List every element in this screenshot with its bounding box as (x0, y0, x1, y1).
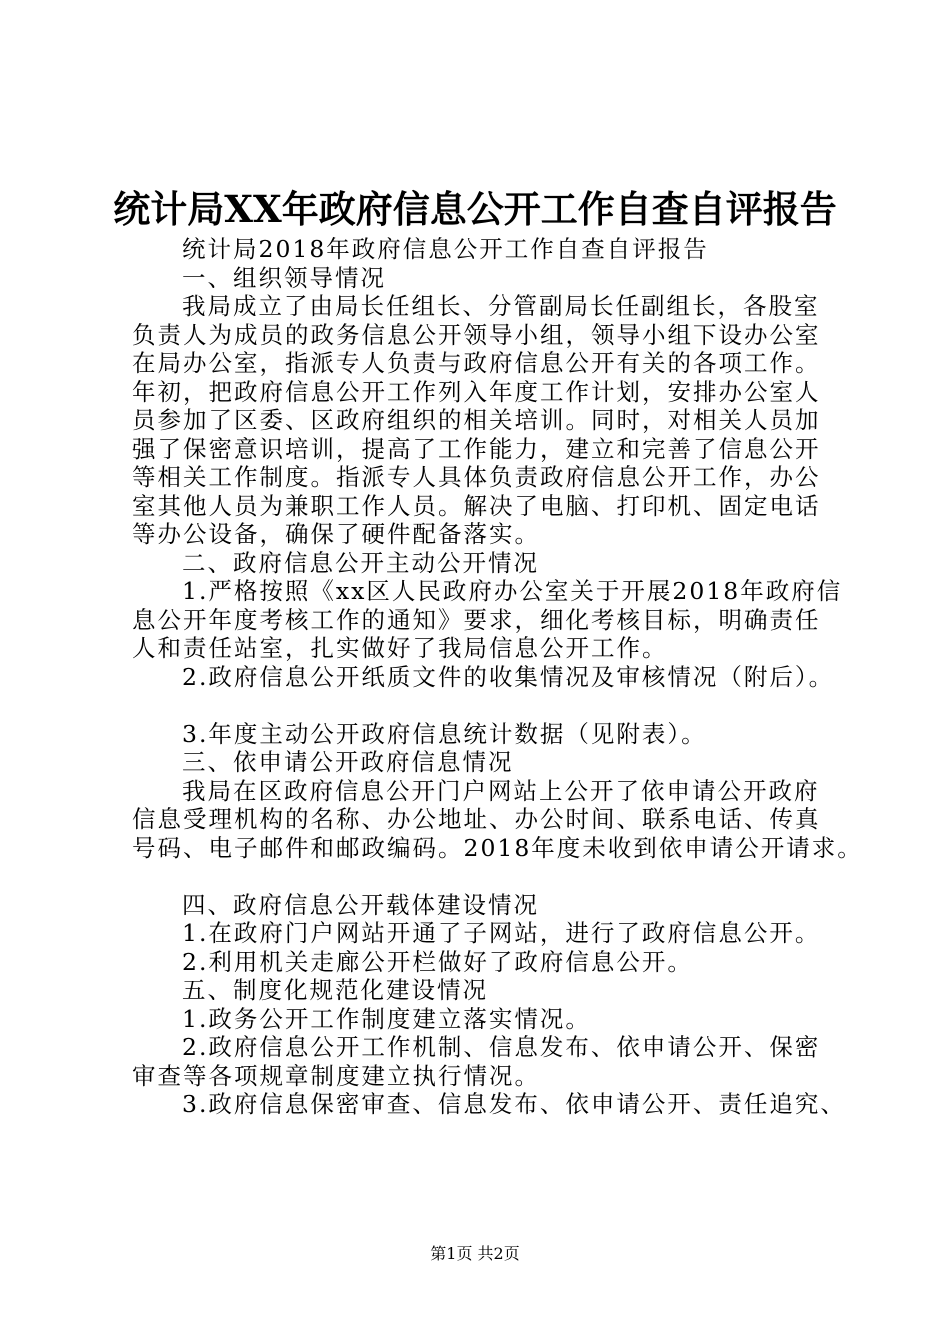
text-line: 3.政府信息保密审查、信息发布、依申请公开、责任追究、 (182, 1090, 846, 1118)
text-line: 息公开年度考核工作的通知》要求，细化考核目标，明确责任 (132, 605, 821, 634)
text-line: 一、组织领导情况 (182, 263, 386, 292)
text-line: 号码、电子邮件和邮政编码。2018年度未收到依申请公开请求。 (132, 833, 863, 862)
blank-line (132, 862, 832, 891)
text-line: 在局办公室，指派专人负责与政府信息公开有关的各项工作。 (132, 349, 821, 377)
text-line: 2.利用机关走廊公开栏做好了政府信息公开。 (182, 947, 693, 976)
text-line: 三、依申请公开政府信息情况 (182, 748, 514, 776)
text-line: 信息受理机构的名称、办公地址、办公时间、联系电话、传真 (132, 805, 821, 833)
text-line: 1.在政府门户网站开通了子网站，进行了政府信息公开。 (182, 919, 821, 947)
blank-line (132, 691, 832, 720)
text-line: 等办公设备，确保了硬件配备落实。 (132, 520, 540, 548)
text-line: 我局成立了由局长任组长、分管副局长任副组长，各股室 (182, 292, 820, 320)
text-line: 室其他人员为兼职工作人员。解决了电脑、打印机、固定电话 (132, 491, 821, 520)
text-line: 人和责任站室，扎实做好了我局信息公开工作。 (132, 634, 668, 662)
text-line: 3.年度主动公开政府信息统计数据（见附表）。 (182, 719, 707, 748)
text-line: 年初，把政府信息公开工作列入年度工作计划，安排办公室人 (132, 377, 821, 406)
document-body (132, 235, 863, 1119)
text-line: 二、政府信息公开主动公开情况 (182, 548, 539, 577)
text-line: 审查等各项规章制度建立执行情况。 (132, 1061, 540, 1090)
text-line: 2.政府信息公开工作机制、信息发布、依申请公开、保密 (182, 1033, 821, 1061)
text-line: 统计局2018年政府信息公开工作自查自评报告 (182, 235, 709, 263)
text-line: 2.政府信息公开纸质文件的收集情况及审核情况（附后）。 (182, 662, 835, 691)
text-line: 五、制度化规范化建设情况 (182, 976, 488, 1004)
page-footer: 第1页 共2页 (430, 1244, 520, 1263)
text-line: 我局在区政府信息公开门户网站上公开了依申请公开政府 (182, 776, 820, 805)
text-line: 强了保密意识培训，提高了工作能力，建立和完善了信息公开 (132, 434, 821, 463)
text-line: 员参加了区委、区政府组织的相关培训。同时，对相关人员加 (132, 406, 821, 434)
text-line: 1.严格按照《xx区人民政府办公室关于开展2018年政府信 (182, 577, 843, 605)
text-line: 四、政府信息公开载体建设情况 (182, 890, 539, 919)
document-title: 统计局XX年政府信息公开工作自查自评报告 (113, 187, 837, 231)
text-line: 等相关工作制度。指派专人具体负责政府信息公开工作，办公 (132, 463, 821, 491)
text-line: 负责人为成员的政务信息公开领导小组，领导小组下设办公室 (132, 320, 821, 349)
text-line: 1.政务公开工作制度建立落实情况。 (182, 1004, 591, 1033)
